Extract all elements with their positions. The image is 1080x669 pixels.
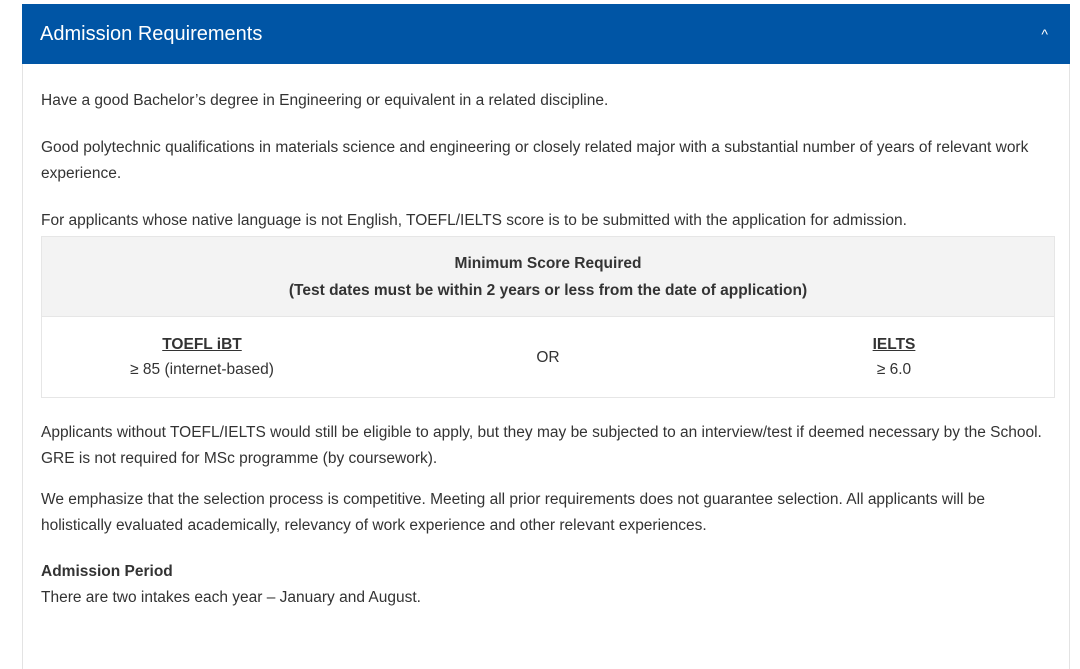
accordion-panel bbox=[22, 64, 1070, 669]
bachelor-requirement-text: Have a good Bachelor’s degree in Engineering or equivalent in a related discipline. bbox=[41, 92, 609, 109]
admission-period-heading: Admission Period bbox=[41, 563, 173, 580]
score-table-row bbox=[42, 317, 1054, 397]
score-table-subheading: (Test dates must be within 2 years or less from the date of application) bbox=[288, 281, 808, 299]
toefl-title: TOEFL iBT bbox=[162, 336, 242, 353]
chevron-up-icon[interactable]: ^ bbox=[1041, 26, 1048, 42]
or-cell bbox=[362, 345, 734, 370]
polytechnic-requirement-text: Good polytechnic qualifications in materials science and engineering or closely related major with a substantial number of years of relevant work experience. bbox=[41, 139, 1029, 182]
or-text: OR bbox=[536, 348, 560, 366]
score-table-header bbox=[42, 237, 1054, 317]
ielts-title: IELTS bbox=[872, 336, 916, 353]
admission-period-text: There are two intakes each year – January and August. bbox=[41, 589, 421, 606]
toefl-score: ≥ 85 (internet-based) bbox=[130, 361, 274, 378]
toefl-cell bbox=[42, 332, 362, 382]
minimum-score-table bbox=[41, 236, 1055, 398]
accordion-title: Admission Requirements bbox=[40, 22, 263, 45]
no-toefl-note-text: Applicants without TOEFL/IELTS would still be eligible to apply, but they may be subjected to an interview/test if deemed necessary by the School. GRE is not required for MSc programme (by coursework). bbox=[41, 424, 1042, 467]
admission-requirements-accordion bbox=[22, 4, 1070, 669]
ielts-cell bbox=[734, 332, 1054, 382]
accordion-header[interactable] bbox=[22, 4, 1070, 64]
selection-process-text: We emphasize that the selection process is competitive. Meeting all prior requirements does not guarantee selection. All applicants will be holistically evaluated academically, relevancy of work experience and other relevant experiences. bbox=[41, 491, 985, 534]
language-requirement-text: For applicants whose native language is not English, TOEFL/IELTS score is to be submitted with the application for admission. bbox=[41, 212, 907, 229]
ielts-score: ≥ 6.0 bbox=[876, 361, 912, 378]
score-table-heading: Minimum Score Required bbox=[454, 254, 642, 272]
